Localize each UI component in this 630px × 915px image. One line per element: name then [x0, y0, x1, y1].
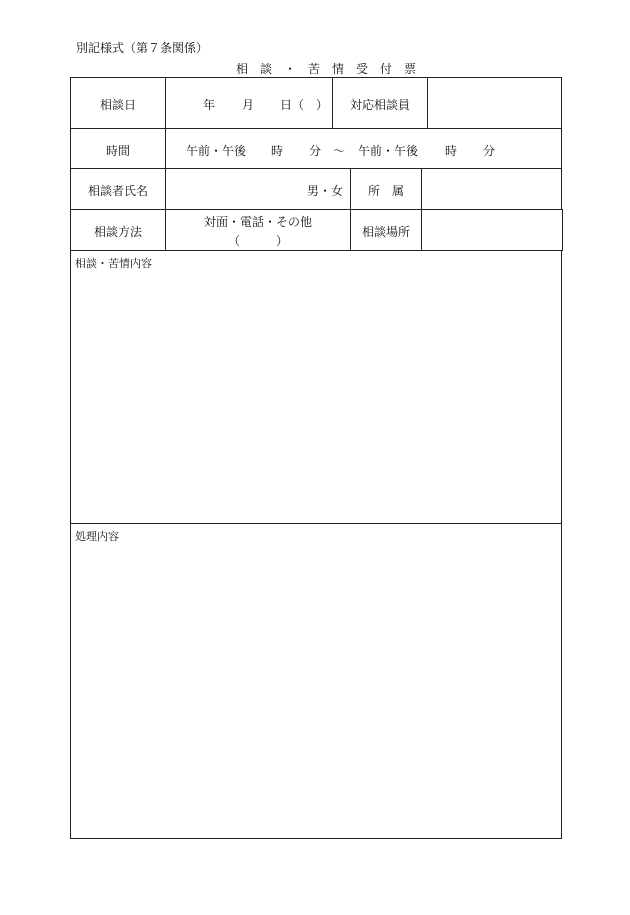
date-label: 相談日 — [99, 98, 136, 112]
handling-section-label: 処理内容 — [75, 530, 119, 543]
method-label: 相談方法 — [93, 225, 142, 239]
affiliation-label: 所 属 — [367, 184, 404, 198]
end-am-pm: 午前・午後 — [358, 144, 419, 158]
consultant-name-label: 相談者氏名 — [87, 184, 148, 198]
date-month-unit: 月 — [242, 98, 255, 112]
staff-label: 対応相談員 — [349, 98, 410, 112]
time-label: 時間 — [105, 144, 130, 158]
table-line — [561, 77, 562, 210]
table-line — [561, 250, 562, 839]
place-label: 相談場所 — [361, 225, 410, 239]
gender-options: 男・女 — [307, 184, 344, 198]
table-line — [421, 168, 422, 210]
end-minute-unit: 分 — [483, 144, 496, 158]
table-line — [70, 523, 562, 524]
table-line — [70, 128, 562, 129]
table-line — [427, 77, 428, 129]
table-line — [421, 209, 422, 251]
form-title: 相 談 ・ 苦 情 受 付 票 — [236, 62, 417, 76]
table-line — [70, 168, 562, 169]
table-line — [70, 250, 563, 251]
end-hour-unit: 時 — [445, 144, 458, 158]
method-other-paren: （ ） — [227, 234, 288, 248]
time-range-tilde: ～ — [333, 144, 346, 158]
start-minute-unit: 分 — [309, 144, 322, 158]
form-reference-note: 別記様式（第７条関係） — [76, 41, 209, 55]
table-line — [562, 209, 563, 251]
method-options: 対面・電話・その他 — [203, 215, 312, 229]
content-section-label: 相談・苦情内容 — [75, 257, 152, 270]
table-line — [70, 209, 562, 210]
start-hour-unit: 時 — [271, 144, 284, 158]
table-line — [70, 838, 562, 839]
table-line — [70, 77, 562, 78]
date-day-weekday-unit: 日（ ） — [280, 98, 329, 112]
start-am-pm: 午前・午後 — [186, 144, 247, 158]
date-year-unit: 年 — [203, 98, 216, 112]
